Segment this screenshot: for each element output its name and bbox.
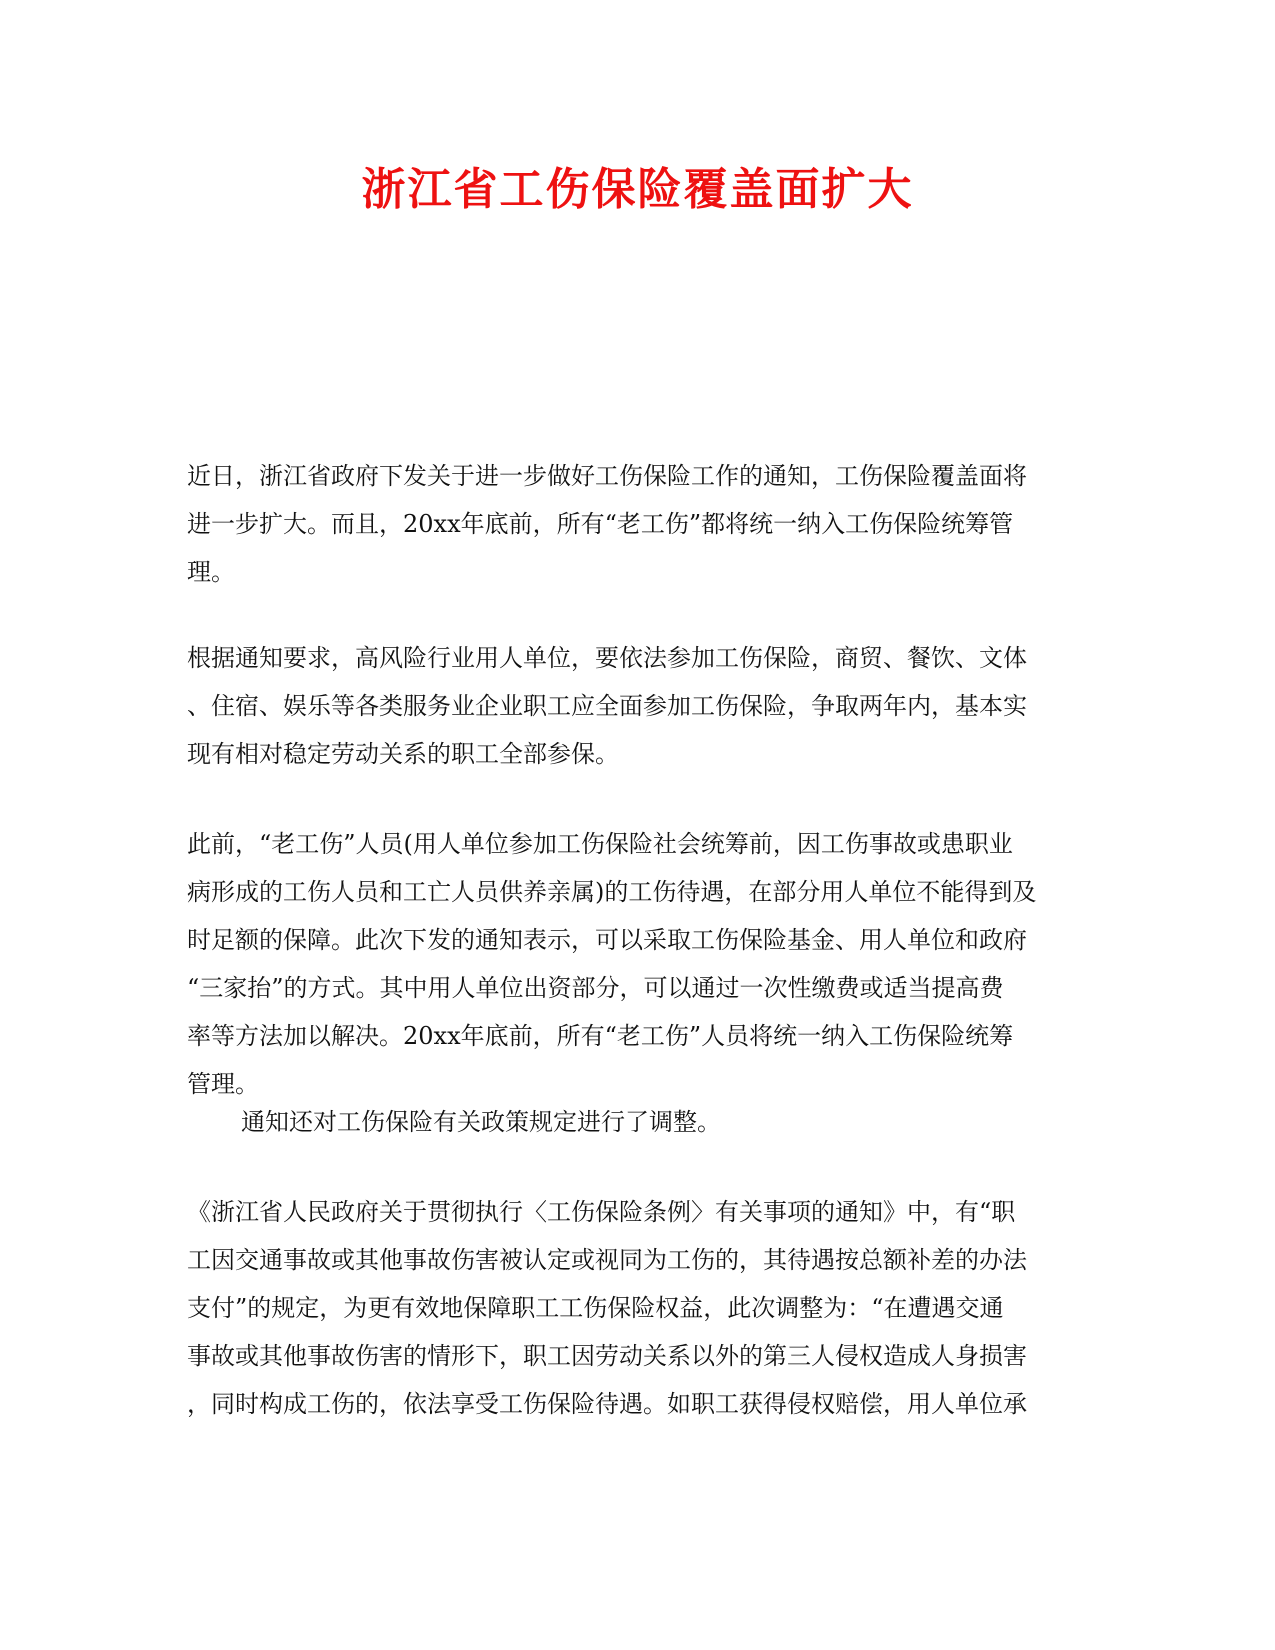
paragraph-line: 事故或其他事故伤害的情形下，职工因劳动关系以外的第三人侵权造成人身损害 xyxy=(187,1342,1027,1370)
paragraph-line: “三家抬”的方式。其中用人单位出资部分，可以通过一次性缴费或适当提高费 xyxy=(187,974,1004,1002)
paragraph-3 xyxy=(187,820,1067,1108)
paragraph-line: 近日，浙江省政府下发关于进一步做好工伤保险工作的通知，工伤保险覆盖面将 xyxy=(187,462,1027,490)
paragraph-line: 进一步扩大。而且，20xx年底前，所有“老工伤”都将统一纳入工伤保险统筹管 xyxy=(187,510,1014,538)
paragraph-4 xyxy=(187,1098,1067,1146)
paragraph-line: 病形成的工伤人员和工亡人员供养亲属)的工伤待遇，在部分用人单位不能得到及 xyxy=(187,878,1037,906)
paragraph-line: 理。 xyxy=(187,558,235,586)
paragraph-5 xyxy=(187,1188,1067,1428)
paragraph-line: 率等方法加以解决。20xx年底前，所有“老工伤”人员将统一纳入工伤保险统筹 xyxy=(187,1022,1014,1050)
paragraph-line: 时足额的保障。此次下发的通知表示，可以采取工伤保险基金、用人单位和政府 xyxy=(187,926,1027,954)
paragraph-line: 现有相对稳定劳动关系的职工全部参保。 xyxy=(187,740,619,768)
paragraph-line: 根据通知要求，高风险行业用人单位，要依法参加工伤保险，商贸、餐饮、文体 xyxy=(187,644,1027,672)
paragraph-2 xyxy=(187,634,1067,778)
paragraph-line: 工因交通事故或其他事故伤害被认定或视同为工伤的，其待遇按总额补差的办法 xyxy=(187,1246,1027,1274)
paragraph-1 xyxy=(187,452,1067,596)
paragraph-line: 此前，“老工伤”人员(用人单位参加工伤保险社会统筹前，因工伤事故或患职业 xyxy=(187,830,1013,858)
paragraph-line: 通知还对工伤保险有关政策规定进行了调整。 xyxy=(241,1108,721,1136)
paragraph-line: 支付”的规定，为更有效地保障职工工伤保险权益，此次调整为：“在遭遇交通 xyxy=(187,1294,1004,1322)
document-title: 浙江省工伤保险覆盖面扩大 xyxy=(361,164,914,215)
paragraph-line: ，同时构成工伤的，依法享受工伤保险待遇。如职工获得侵权赔偿，用人单位承 xyxy=(187,1390,1027,1418)
paragraph-line: 管理。 xyxy=(187,1070,259,1098)
paragraph-line: 、住宿、娱乐等各类服务业企业职工应全面参加工伤保险，争取两年内，基本实 xyxy=(187,692,1027,720)
paragraph-line: 《浙江省人民政府关于贯彻执行〈工伤保险条例〉有关事项的通知》中，有“职 xyxy=(187,1198,1016,1226)
